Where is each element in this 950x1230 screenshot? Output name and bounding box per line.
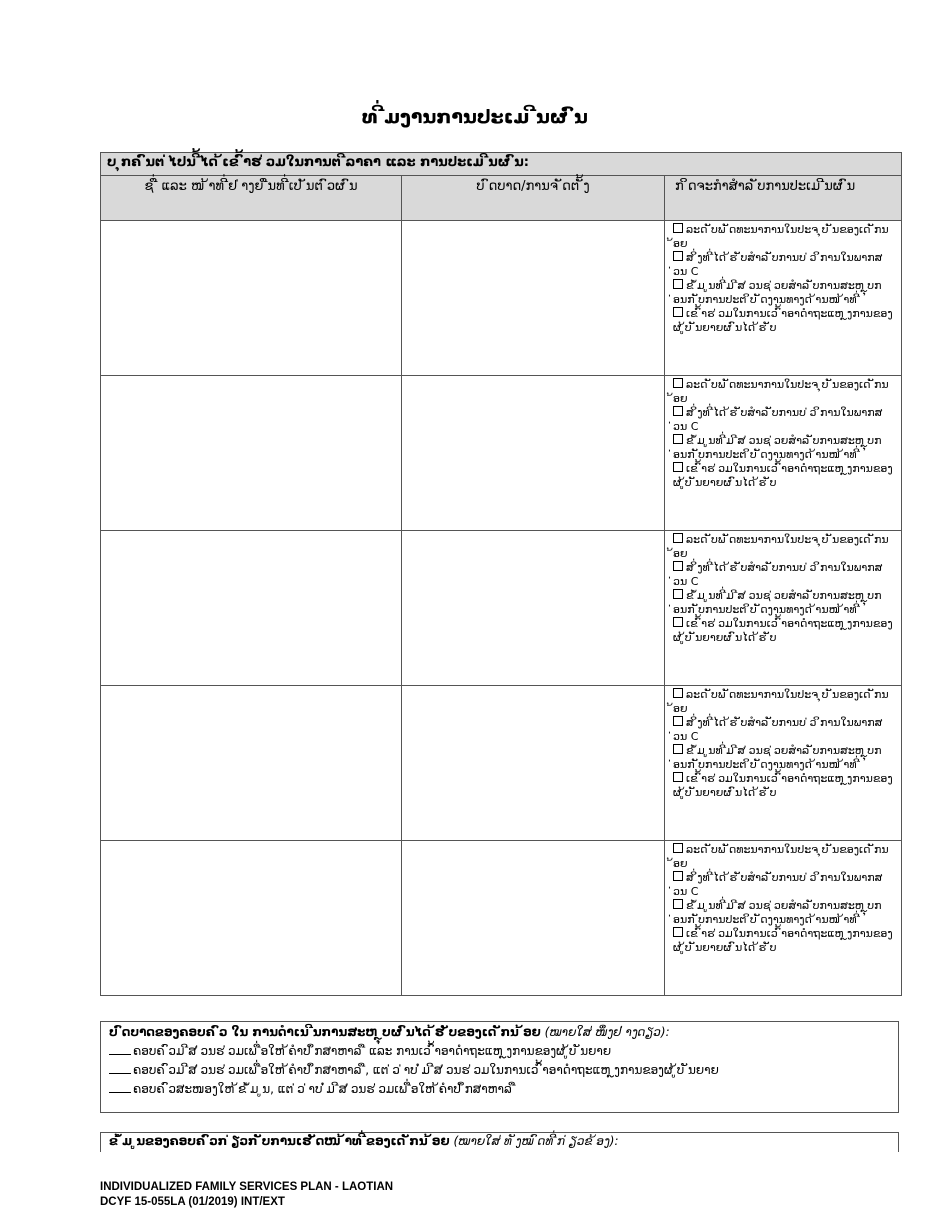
option-functional-summary[interactable] xyxy=(673,589,895,617)
checkbox-icon[interactable] xyxy=(673,927,683,937)
option-current-development[interactable] xyxy=(673,378,895,406)
option-label: ຂ ໍ້ມ ູນທ ີ່ມ ີສ ່ວນຊ ່ວຍສໍາລ ັບການສະຫ ຼຸບກ ່ອນກ ັບການປະຕ ິບ ັດງານທາງດ ້ານໜ ້າທ ີ່ xyxy=(673,589,882,616)
option-current-development[interactable] xyxy=(673,223,895,251)
form-number: DCYF 15-055LA (01/2019) INT/EXT xyxy=(100,1196,285,1208)
family-role-section xyxy=(100,1021,899,1113)
family-role-option-label: ຄອບຄ ົວສະໜອງໃຫ ້ຂ ໍ້ມ ູນ, ແຕ ່ວ ່າບ ໍ່ມ ີສ ່ວນຮ ່ວມເພ ື່ອໃຫ ້ຄໍາປ ຶກສາຫາລ ື xyxy=(133,1082,516,1096)
col-header-evaluation-activities: ກ ິດຈະກໍາສໍາລ ັບການປະເມ ີນຜ ົນ xyxy=(665,176,902,221)
option-label: ຂ ໍ້ມ ູນທ ີ່ມ ີສ ່ວນຊ ່ວຍສໍາລ ັບການສະຫ ຼຸບກ ່ອນກ ັບການປະຕ ິບ ັດງານທາງດ ້ານໜ ້າທ ີ່ xyxy=(673,899,882,926)
family-role-title: ບ ົດບາດຂອງຄອບຄ ົວ ໃນ ການດໍາເນ ີນການສະຫ ຼຸບຜ ົນໄດ ້ຮ ັບຂອງເດ ັກນ ້ອຍ xyxy=(109,1025,541,1039)
table-row xyxy=(101,531,902,686)
family-info-title: ຂ ໍ້ມ ູນຂອງຄອບຄ ົວກ ່ຽວກ ັບການເຮ ັດໜ ້າທ ີ່ຂອງເດ ັກນ ້ອຍ xyxy=(109,1134,450,1148)
role-agency-cell[interactable] xyxy=(402,531,665,686)
table-row xyxy=(101,841,902,996)
checkmark-blank[interactable] xyxy=(109,1042,131,1055)
option-label: ສ ິ່ງທ ີ່ໄດ ້ຮ ັບສໍາລ ັບການບ ່ວ ິການໃນພາກສ ່ວນ C xyxy=(673,716,883,743)
role-agency-cell[interactable] xyxy=(402,221,665,376)
family-role-instruction: (ໝາຍໃສ ່ໜຶ່ງຢ ່າງດຽວ): xyxy=(544,1025,670,1039)
checkbox-icon[interactable] xyxy=(673,843,683,853)
option-functional-summary[interactable] xyxy=(673,279,895,307)
name-title-cell[interactable] xyxy=(101,841,402,996)
checkbox-icon[interactable] xyxy=(673,688,683,698)
option-label: ສ ິ່ງທ ີ່ໄດ ້ຮ ັບສໍາລ ັບການບ ່ວ ິການໃນພາກສ ່ວນ C xyxy=(673,561,883,588)
option-label: ລະດ ັບພ ັດທະນາການໃນປະຈ ຸບ ັນຂອງເດ ັກນ ້ອຍ xyxy=(673,378,889,405)
checkbox-icon[interactable] xyxy=(673,716,683,726)
option-outcome-statement[interactable] xyxy=(673,307,895,335)
option-label: ເຂ ົ້າຮ ່ວມໃນການເວ ົ້າອາດໍາຖະແຫ ຼງການຂອງຜ ູ້ບ ັນຍາຍຜ ົນໄດ ້ຮ ັບ xyxy=(673,927,893,954)
activities-cell xyxy=(665,221,902,376)
checkbox-icon[interactable] xyxy=(673,589,683,599)
family-role-option-label: ຄອບຄ ົວມ ີສ ່ວນຮ ່ວມເພ ື່ອໃຫ ້ຄໍາປ ຶກສາຫາລ ື, ແຕ ່ວ ່າບ ໍ່ມ ີສ ່ວນຮ ່ວມໃນການເວ ົ້າອາດໍາຖະແຫ ຼງການຂອງຜ ູ້ບ ັນຍາຍ xyxy=(133,1063,719,1077)
option-current-development[interactable] xyxy=(673,533,895,561)
checkbox-icon[interactable] xyxy=(673,561,683,571)
col-header-name-title: ຊ ື່ ແລະ ໜ ້າທ ີ່ຢ ່າງຍ ່ືນທ ີ່ເປ ັນຕ ົວຜ ົນ xyxy=(101,176,402,221)
checkbox-icon[interactable] xyxy=(673,617,683,627)
family-role-option-3[interactable] xyxy=(109,1080,890,1099)
option-label: ສ ິ່ງທ ີ່ໄດ ້ຮ ັບສໍາລ ັບການບ ່ວ ິການໃນພາກສ ່ວນ C xyxy=(673,251,883,278)
activities-cell xyxy=(665,686,902,841)
checkmark-blank[interactable] xyxy=(109,1061,131,1074)
role-agency-cell[interactable] xyxy=(402,376,665,531)
checkbox-icon[interactable] xyxy=(673,251,683,261)
option-outcome-statement[interactable] xyxy=(673,927,895,955)
family-role-option-2[interactable] xyxy=(109,1061,890,1080)
col-header-role-agency: ບ ົດບາດ/ການຈ ັດຕ ັ້ງ xyxy=(402,176,665,221)
family-role-heading xyxy=(109,1023,890,1042)
option-functional-summary[interactable] xyxy=(673,744,895,772)
activities-cell xyxy=(665,376,902,531)
option-label: ລະດ ັບພ ັດທະນາການໃນປະຈ ຸບ ັນຂອງເດ ັກນ ້ອຍ xyxy=(673,688,889,715)
option-outcome-statement[interactable] xyxy=(673,617,895,645)
option-received-for-part-c[interactable] xyxy=(673,561,895,589)
checkbox-icon[interactable] xyxy=(673,744,683,754)
table-row xyxy=(101,221,902,376)
name-title-cell[interactable] xyxy=(101,531,402,686)
option-functional-summary[interactable] xyxy=(673,434,895,462)
table-banner: ບ ຸກຄ ົນຕ ່່ໄປນ ີ້ໄດ ້ເຂ ົ້າຮ ່ວມໃນການຕ ີລາຄາ ແລະ ການປະເມ ີນຜ ົນ: xyxy=(101,153,902,176)
checkbox-icon[interactable] xyxy=(673,307,683,317)
page-footer xyxy=(100,1180,393,1210)
checkbox-icon[interactable] xyxy=(673,434,683,444)
option-received-for-part-c[interactable] xyxy=(673,406,895,434)
option-label: ຂ ໍ້ມ ູນທ ີ່ມ ີສ ່ວນຊ ່ວຍສໍາລ ັບການສະຫ ຼຸບກ ່ອນກ ັບການປະຕ ິບ ັດງານທາງດ ້ານໜ ້າທ ີ່ xyxy=(673,744,882,771)
form-title: INDIVIDUALIZED FAMILY SERVICES PLAN - LAOTIAN xyxy=(100,1181,394,1193)
checkbox-icon[interactable] xyxy=(673,223,683,233)
option-received-for-part-c[interactable] xyxy=(673,251,895,279)
option-label: ຂ ໍ້ມ ູນທ ີ່ມ ີສ ່ວນຊ ່ວຍສໍາລ ັບການສະຫ ຼຸບກ ່ອນກ ັບການປະຕ ິບ ັດງານທາງດ ້ານໜ ້າທ ີ່ xyxy=(673,279,882,306)
option-label: ສ ິ່ງທ ີ່ໄດ ້ຮ ັບສໍາລ ັບການບ ່ວ ິການໃນພາກສ ່ວນ C xyxy=(673,871,883,898)
family-role-option-1[interactable] xyxy=(109,1042,890,1061)
family-info-section xyxy=(100,1132,899,1152)
option-label: ສ ິ່ງທ ີ່ໄດ ້ຮ ັບສໍາລ ັບການບ ່ວ ິການໃນພາກສ ່ວນ C xyxy=(673,406,883,433)
role-agency-cell[interactable] xyxy=(402,686,665,841)
checkbox-icon[interactable] xyxy=(673,899,683,909)
option-current-development[interactable] xyxy=(673,843,895,871)
checkmark-blank[interactable] xyxy=(109,1080,131,1093)
option-label: ລະດ ັບພ ັດທະນາການໃນປະຈ ຸບ ັນຂອງເດ ັກນ ້ອຍ xyxy=(673,843,889,870)
checkbox-icon[interactable] xyxy=(673,406,683,416)
checkbox-icon[interactable] xyxy=(673,871,683,881)
family-role-option-label: ຄອບຄ ົວມ ີສ ່ວນຮ ່ວມເພ ື່ອໃຫ ້ຄໍາປ ຶກສາຫາລ ື ແລະ ການເວ ົ້າອາດໍາຖະແຫ ຼງການຂອງຜ ູ້ບ ັນຍາຍ xyxy=(133,1044,612,1058)
name-title-cell[interactable] xyxy=(101,376,402,531)
page-title: ທ ີ່ມງານການປະເມ ີນຜ ົນ xyxy=(362,106,588,128)
option-received-for-part-c[interactable] xyxy=(673,871,895,899)
option-label: ຂ ໍ້ມ ູນທ ີ່ມ ີສ ່ວນຊ ່ວຍສໍາລ ັບການສະຫ ຼຸບກ ່ອນກ ັບການປະຕ ິບ ັດງານທາງດ ້ານໜ ້າທ ີ່ xyxy=(673,434,882,461)
evaluation-team-table xyxy=(100,152,902,996)
option-label: ເຂ ົ້າຮ ່ວມໃນການເວ ົ້າອາດໍາຖະແຫ ຼງການຂອງຜ ູ້ບ ັນຍາຍຜ ົນໄດ ້ຮ ັບ xyxy=(673,617,893,644)
checkbox-icon[interactable] xyxy=(673,772,683,782)
name-title-cell[interactable] xyxy=(101,686,402,841)
option-outcome-statement[interactable] xyxy=(673,772,895,800)
role-agency-cell[interactable] xyxy=(402,841,665,996)
family-info-instruction: (ໝາຍໃສ ່ທ ັງໝ ົດທ ີ່ກ ່ຽວຂ ້ອງ): xyxy=(453,1134,619,1148)
activities-cell xyxy=(665,841,902,996)
table-row xyxy=(101,376,902,531)
option-label: ເຂ ົ້າຮ ່ວມໃນການເວ ົ້າອາດໍາຖະແຫ ຼງການຂອງຜ ູ້ບ ັນຍາຍຜ ົນໄດ ້ຮ ັບ xyxy=(673,462,893,489)
option-functional-summary[interactable] xyxy=(673,899,895,927)
activities-cell xyxy=(665,531,902,686)
option-label: ລະດ ັບພ ັດທະນາການໃນປະຈ ຸບ ັນຂອງເດ ັກນ ້ອຍ xyxy=(673,533,889,560)
option-outcome-statement[interactable] xyxy=(673,462,895,490)
option-label: ລະດ ັບພ ັດທະນາການໃນປະຈ ຸບ ັນຂອງເດ ັກນ ້ອຍ xyxy=(673,223,889,250)
name-title-cell[interactable] xyxy=(101,221,402,376)
table-row xyxy=(101,686,902,841)
checkbox-icon[interactable] xyxy=(673,462,683,472)
checkbox-icon[interactable] xyxy=(673,378,683,388)
checkbox-icon[interactable] xyxy=(673,279,683,289)
option-received-for-part-c[interactable] xyxy=(673,716,895,744)
option-label: ເຂ ົ້າຮ ່ວມໃນການເວ ົ້າອາດໍາຖະແຫ ຼງການຂອງຜ ູ້ບ ັນຍາຍຜ ົນໄດ ້ຮ ັບ xyxy=(673,307,893,334)
option-label: ເຂ ົ້າຮ ່ວມໃນການເວ ົ້າອາດໍາຖະແຫ ຼງການຂອງຜ ູ້ບ ັນຍາຍຜ ົນໄດ ້ຮ ັບ xyxy=(673,772,893,799)
checkbox-icon[interactable] xyxy=(673,533,683,543)
option-current-development[interactable] xyxy=(673,688,895,716)
